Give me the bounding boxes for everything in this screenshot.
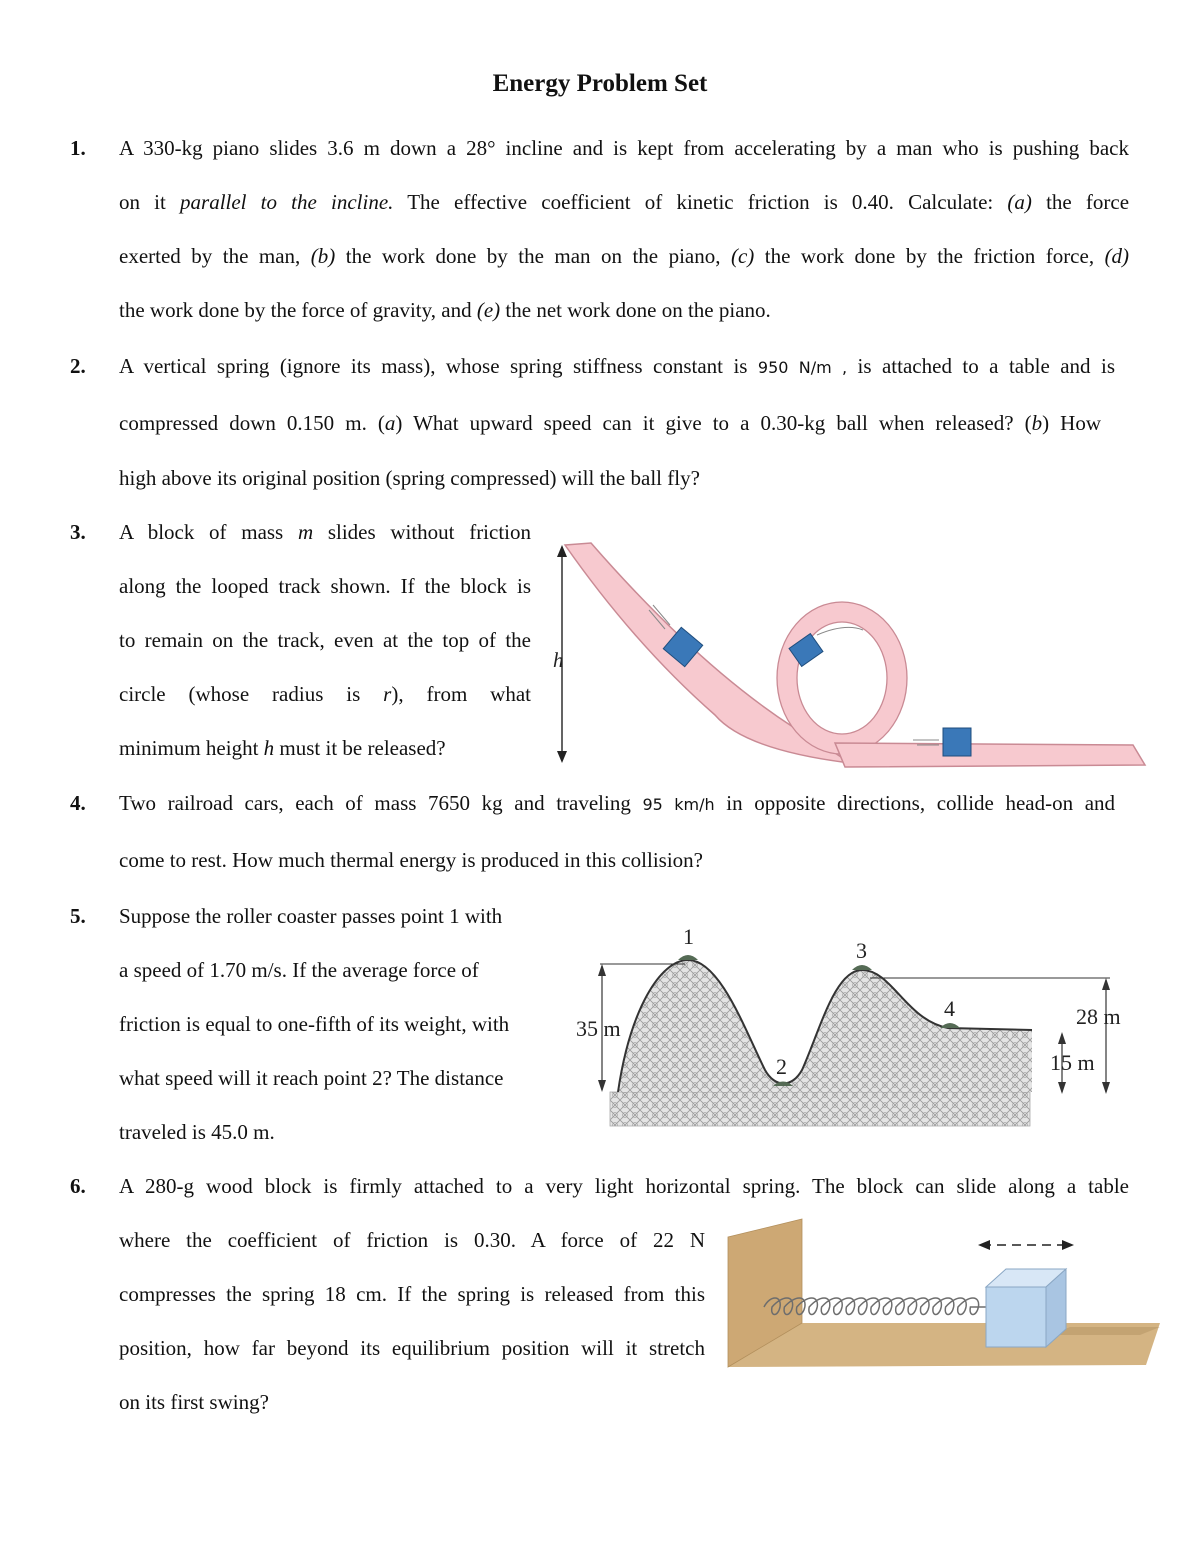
problem-3-number: 3. (70, 520, 86, 544)
dimension-28m-label: 28 m (1076, 1004, 1121, 1029)
problem-1-line-1: A 330-kg piano slides 3.6 m down a 28° incline and is kept from accelerating by a man who is pushing back (119, 136, 1129, 160)
problem-3-line-4 (119, 682, 531, 707)
variable: r (383, 682, 392, 706)
part-label: (d) (1104, 244, 1130, 268)
problem-6-line-3: compresses the spring 18 cm. If the spring is released from this (119, 1282, 705, 1306)
text: ) What upward speed can it give to a 0.30-kg ball when released? ( (395, 411, 1032, 435)
height-arrow-bottom (557, 751, 567, 763)
problem-6-line-5: on its first swing? (119, 1390, 269, 1414)
roller-coaster-figure (570, 920, 1140, 1130)
problem-5-line-3: friction is equal to one-fifth of its weight, with (119, 1012, 510, 1036)
coaster-car-1 (678, 955, 698, 960)
exit-track (835, 743, 1145, 767)
arrowhead (1102, 1082, 1110, 1094)
problem-3-line-2: along the looped track shown. If the block is (119, 574, 531, 598)
block-on-exit (943, 728, 971, 756)
loop-track (787, 612, 897, 744)
arrowhead-right (1062, 1240, 1074, 1250)
problem-3-line-3: to remain on the track, even at the top of the (119, 628, 531, 652)
variable: m (297, 520, 314, 544)
text: The effective coefficient of kinetic friction is 0.40. Calculate: (407, 190, 994, 214)
coaster-structure (618, 960, 1032, 1092)
point-1-label: 1 (683, 924, 694, 949)
text: the work done by the friction force, (764, 244, 1095, 268)
problem-1-line-3 (119, 244, 1129, 269)
problem-5-number: 5. (70, 904, 86, 928)
problem-5-line-5: traveled is 45.0 m. (119, 1120, 275, 1144)
unit-value: 950 N/m , (757, 358, 848, 377)
problem-1-line-4 (119, 298, 771, 323)
problem-4-number: 4. (70, 791, 86, 815)
problem-1-line-2 (119, 190, 1129, 215)
dimension-15m-label: 15 m (1050, 1050, 1095, 1075)
text: minimum height (119, 736, 259, 760)
problem-5-line-2: a speed of 1.70 m/s. If the average force of (119, 958, 479, 982)
part-label: (c) (730, 244, 755, 268)
text: is attached to a table and is (857, 354, 1115, 378)
point-3-label: 3 (856, 938, 867, 963)
text: in opposite directions, collide head-on and (726, 791, 1116, 815)
part-label: (a) (1007, 190, 1032, 214)
unit-value: 95 km/h (642, 795, 715, 814)
text: Two railroad cars, each of mass 7650 kg and traveling (119, 791, 631, 815)
text: A block of mass (119, 520, 284, 544)
dimension-35m-label: 35 m (576, 1016, 621, 1041)
spring-block-figure (720, 1215, 1165, 1375)
page-title: Energy Problem Set (492, 70, 708, 97)
arrowhead-left (978, 1240, 990, 1250)
part-label: (b) (310, 244, 336, 268)
text: must it be released? (279, 736, 446, 760)
text: the work done by the force of gravity, and (119, 298, 472, 322)
problem-3-line-1 (119, 520, 531, 545)
emphasis: parallel to the incline. (180, 190, 394, 214)
point-4-label: 4 (944, 996, 955, 1021)
problem-4-line-1 (119, 791, 1115, 816)
text: the net work done on the piano. (505, 298, 771, 322)
arrowhead (598, 1080, 606, 1092)
problem-2-line-1 (119, 354, 1115, 379)
problem-2-number: 2. (70, 354, 86, 378)
point-2-label: 2 (776, 1054, 787, 1079)
problem-5-line-1: Suppose the roller coaster passes point 1 with (119, 904, 503, 928)
motion-lines (817, 627, 863, 635)
problem-6-number: 6. (70, 1174, 86, 1198)
variable: h (263, 736, 275, 760)
arrowhead (1102, 978, 1110, 990)
problem-3-line-5 (119, 736, 446, 761)
text: circle (whose radius is (119, 682, 361, 706)
problem-4-line-2: come to rest. How much thermal energy is produced in this collision? (119, 848, 703, 872)
problem-5-line-4: what speed will it reach point 2? The distance (119, 1066, 504, 1090)
text: ) How (1042, 411, 1102, 435)
text: on it (119, 190, 166, 214)
text: exerted by the man, (119, 244, 301, 268)
text: the work done by the man on the piano, (345, 244, 721, 268)
problem-2-line-3: high above its original position (spring compressed) will the ball fly? (119, 466, 700, 490)
problem-6-line-1: A 280-g wood block is firmly attached to a very light horizontal spring. The block can slide along a table (119, 1174, 1129, 1198)
arrowhead (1058, 1032, 1066, 1044)
arrowhead (598, 964, 606, 976)
problem-2-line-2 (119, 411, 1101, 436)
problem-1-number: 1. (70, 136, 86, 160)
text: ), from what (391, 682, 531, 706)
text: slides without friction (327, 520, 532, 544)
arrowhead (1058, 1082, 1066, 1094)
coaster-car-4 (940, 1023, 960, 1028)
loop-track-figure (545, 535, 1155, 775)
problem-6-line-4: position, how far beyond its equilibrium position will it stretch (119, 1336, 705, 1360)
problem-6-line-2: where the coefficient of friction is 0.30. A force of 22 N (119, 1228, 705, 1252)
height-label: h (553, 648, 564, 672)
part-label: a (384, 411, 396, 435)
part-label: b (1031, 411, 1043, 435)
text: A vertical spring (ignore its mass), whose spring stiffness constant is (119, 354, 748, 378)
block-front (986, 1287, 1046, 1347)
coaster-car-3 (852, 965, 872, 970)
part-label: (e) (476, 298, 501, 322)
text: the force (1046, 190, 1130, 214)
coaster-base (610, 1092, 1030, 1126)
text: compressed down 0.150 m. ( (119, 411, 385, 435)
